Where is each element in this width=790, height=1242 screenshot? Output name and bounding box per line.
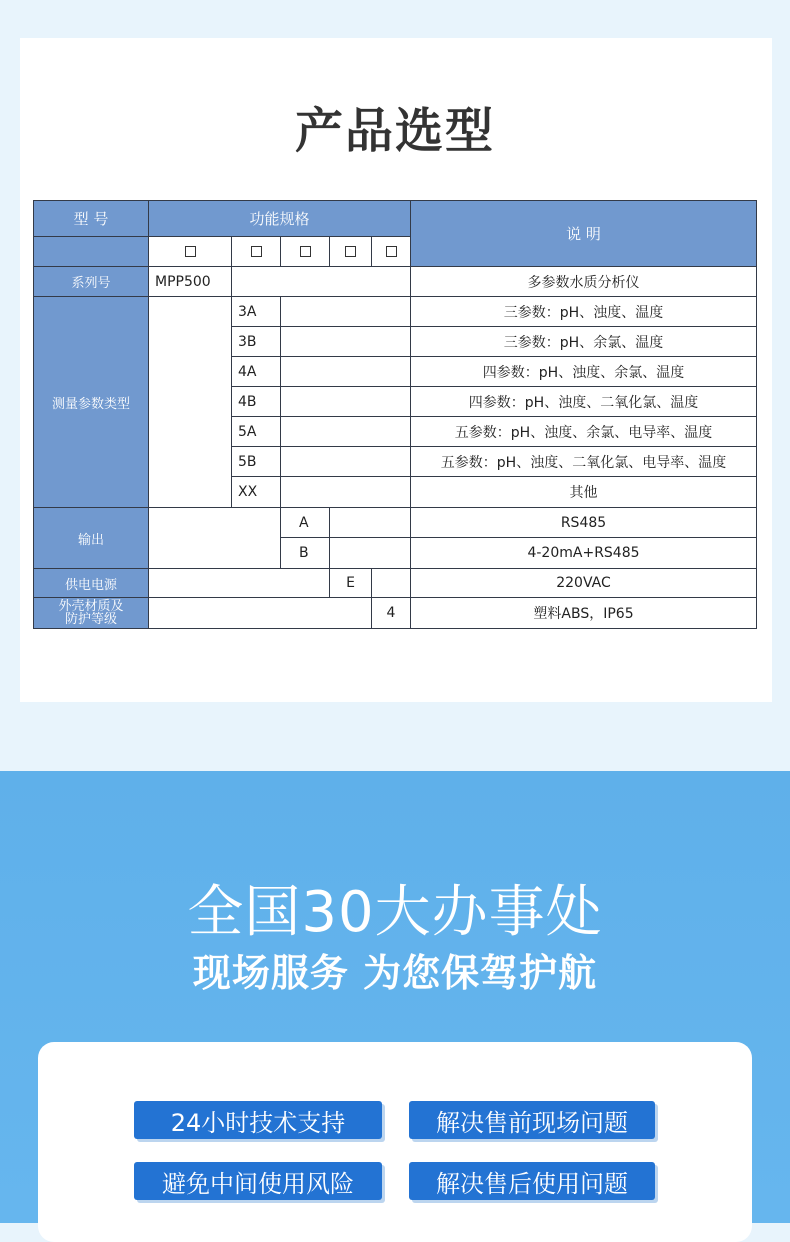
- measurement-blank: [280, 356, 411, 387]
- selection-table: [33, 200, 757, 629]
- banner-headline: 全国30大办事处: [187, 880, 603, 945]
- checkbox-cell: [371, 236, 411, 267]
- measurement-blank: [280, 326, 411, 357]
- checkbox-icon: [300, 246, 311, 257]
- power-label: 供电电源: [33, 568, 149, 598]
- power-blank: [371, 568, 411, 598]
- output-code: B: [280, 537, 330, 569]
- measurement-desc: 三参数：pH、浊度、温度: [410, 296, 757, 327]
- housing-desc: 塑料ABS，IP65: [410, 597, 757, 629]
- measurement-code: 3B: [231, 326, 281, 357]
- checkbox-icon: [386, 246, 397, 257]
- banner-subheadline: 现场服务 为您保驾护航: [192, 951, 598, 995]
- series-desc: 多参数水质分析仪: [410, 266, 757, 297]
- measurement-desc: 四参数：pH、浊度、余氯、温度: [410, 356, 757, 387]
- service-tag: 避免中间使用风险: [134, 1162, 382, 1200]
- output-blank: [329, 507, 411, 538]
- measurement-blank: [280, 446, 411, 477]
- output-label: 输出: [33, 507, 149, 569]
- power-blank: [148, 568, 330, 598]
- power-code: E: [329, 568, 372, 598]
- checkbox-cell: [329, 236, 372, 267]
- measurement-code: 5A: [231, 416, 281, 447]
- measurement-code: 5B: [231, 446, 281, 477]
- checkbox-cell: [148, 236, 232, 267]
- measurement-desc: 五参数：pH、浊度、二氧化氯、电导率、温度: [410, 446, 757, 477]
- service-card: [38, 1042, 752, 1242]
- measurement-desc: 其他: [410, 476, 757, 508]
- measurement-blank: [280, 476, 411, 508]
- series-blank: [231, 266, 411, 297]
- measurement-blank: [148, 296, 232, 508]
- measurement-desc: 三参数：pH、余氯、温度: [410, 326, 757, 357]
- output-desc: RS485: [410, 507, 757, 538]
- power-desc: 220VAC: [410, 568, 757, 598]
- header-model-blank: [33, 236, 149, 267]
- housing-label-line1: 外壳材质及: [58, 599, 124, 614]
- measurement-code: 3A: [231, 296, 281, 327]
- checkbox-cell: [231, 236, 281, 267]
- measurement-label: 测量参数类型: [33, 296, 149, 508]
- service-tag: 24小时技术支持: [134, 1101, 382, 1139]
- output-code: A: [280, 507, 330, 538]
- checkbox-icon: [251, 246, 262, 257]
- header-spec: 功能规格: [148, 200, 411, 237]
- checkbox-icon: [185, 246, 196, 257]
- series-label: 系列号: [33, 266, 149, 297]
- measurement-blank: [280, 416, 411, 447]
- service-tag: 解决售前现场问题: [409, 1101, 655, 1139]
- measurement-blank: [280, 296, 411, 327]
- measurement-blank: [280, 386, 411, 417]
- checkbox-cell: [280, 236, 330, 267]
- measurement-code: XX: [231, 476, 281, 508]
- output-blank: [329, 537, 411, 569]
- output-desc: 4-20mA+RS485: [410, 537, 757, 569]
- measurement-code: 4A: [231, 356, 281, 387]
- series-code: MPP500: [148, 266, 232, 297]
- measurement-desc: 五参数：pH、浊度、余氯、电导率、温度: [410, 416, 757, 447]
- measurement-code: 4B: [231, 386, 281, 417]
- housing-label-line2: 防护等级: [64, 612, 117, 627]
- header-model: 型 号: [33, 200, 149, 237]
- housing-label: [33, 597, 149, 629]
- section-title: 产品选型: [294, 103, 495, 159]
- service-tag: 解决售后使用问题: [409, 1162, 655, 1200]
- header-desc: 说 明: [410, 200, 757, 267]
- checkbox-icon: [345, 246, 356, 257]
- housing-code: 4: [371, 597, 411, 629]
- output-blank: [148, 507, 281, 569]
- housing-blank: [148, 597, 372, 629]
- measurement-desc: 四参数：pH、浊度、二氧化氯、温度: [410, 386, 757, 417]
